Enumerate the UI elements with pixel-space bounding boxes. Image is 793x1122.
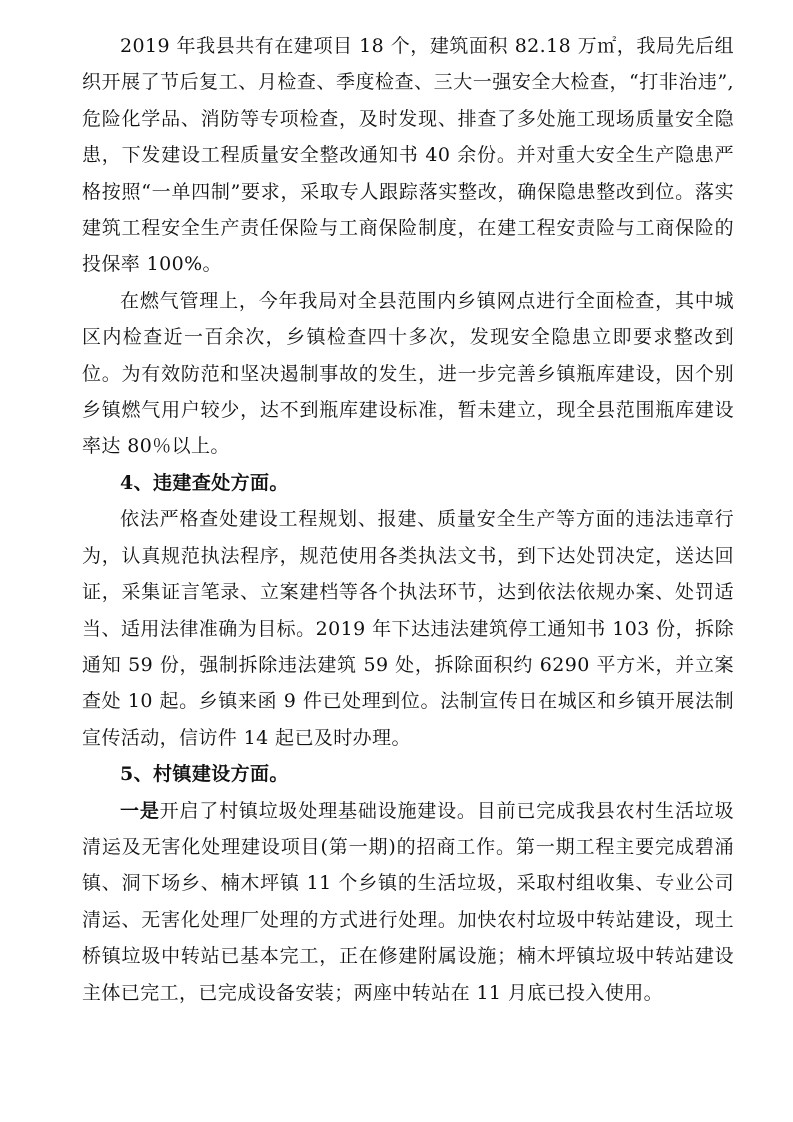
section-heading-village-construction: 5、村镇建设方面。: [120, 763, 289, 786]
section-heading-illegal-construction: 4、违建查处方面。: [120, 471, 289, 494]
paragraph-construction-safety: 2019 年我县共有在建项目 18 个，建筑面积 82.18 万㎡，我局先后组织开展了节后复工、月检查、季度检查、三大一强安全大检查，“打非治违”,危险化学品、消防等专项检查，及时发现、排查了多处施工现场质量安全隐患，下发建设工程质量安全整改通知书 40 余份。并对重大安全生产隐患严格按照“一单四制”要求，采取专人跟踪落实整改，确保隐患整改到位。落实建筑工程安全生产责任保险与工商保险制度，在建工程安责险与工商保险的投保率 100%。: [82, 35, 734, 276]
document-body: [82, 28, 734, 1011]
paragraph-illegal-construction: 依法严格查处建设工程规划、报建、质量安全生产等方面的违法违章行为，认真规范执法程序，规范使用各类执法文书，到下达处罚决定，送达回证，采集证言笔录、立案建档等各个执法环节，达到依法依规办案、处罚适当、适用法律准确为目标。2019 年下达违法建筑停工通知书 103 份，拆除通知 59 份，强制拆除违法建筑 59 处，拆除面积约 6290 平方米，并立案查处 10 起。乡镇来函 9 件已处理到位。法制宣传日在城区和乡镇开展法制宣传活动，信访件 14 起已及时办理。: [82, 508, 734, 749]
lead-phrase: 一是: [120, 799, 160, 822]
paragraph-village-construction-text: 开启了村镇垃圾处理基础设施建设。目前已完成我县农村生活垃圾清运及无害化处理建设项目(第一期)的招商工作。第一期工程主要完成碧涌镇、洞下场乡、楠木坪镇 11 个乡镇的生活垃圾，采取村组收集、专业公司清运、无害化处理厂处理的方式进行处理。加快农村垃圾中转站建设，现土桥镇垃圾中转站已基本完工，正在修建附属设施；楠木坪镇垃圾中转站建设主体已完工，已完成设备安装；两座中转站在 11 月底已投入使用。: [82, 799, 734, 1004]
paragraph-gas-management: 在燃气管理上，今年我局对全县范围内乡镇网点进行全面检查，其中城区内检查近一百余次，乡镇检查四十多次，发现安全隐患立即要求整改到位。为有效防范和坚决遏制事故的发生，进一步完善乡镇瓶库建设，因个别乡镇燃气用户较少，达不到瓶库建设标准，暂未建立，现全县范围瓶库建设率达 80％以上。: [82, 289, 734, 458]
paragraph-village-construction: [82, 793, 734, 1011]
